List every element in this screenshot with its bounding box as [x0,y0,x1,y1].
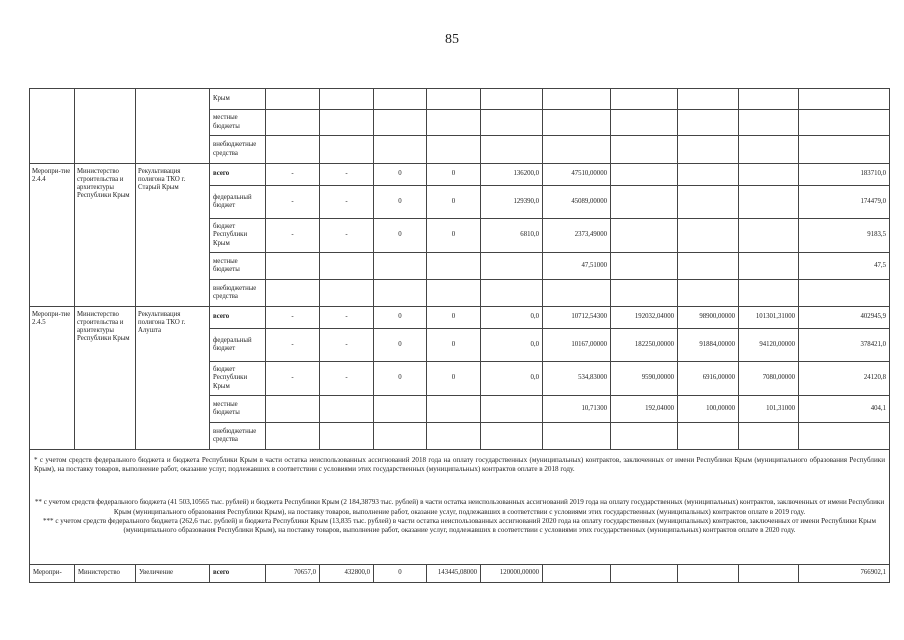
amount-cell [611,219,678,253]
amount-cell: 0,0 [481,329,543,362]
amount-cell [427,89,481,110]
amount-cell [678,565,739,583]
amount-cell: 120000,00000 [481,565,543,583]
amount-cell: - [266,307,320,329]
amount-cell [374,136,427,164]
amount-cell [611,280,678,307]
amount-cell [678,136,739,164]
amount-cell [739,89,799,110]
amount-cell [320,89,374,110]
amount-cell [739,186,799,219]
amount-cell: 0,0 [481,307,543,329]
amount-cell [543,423,611,450]
object-name: Увеличение [136,565,210,583]
funding-source-label: всего [210,307,266,329]
amount-cell: - [320,362,374,396]
amount-cell [481,280,543,307]
executor-name: Министерство строительства и архитектуры Республики Крым [75,164,136,307]
amount-cell: - [266,186,320,219]
amount-cell [320,110,374,136]
amount-cell [739,164,799,186]
spacer [34,482,885,492]
amount-cell [611,110,678,136]
amount-cell: 192,04000 [611,396,678,423]
object-name: Рекультивация полигона ТКО г. Старый Крым [136,164,210,307]
amount-cell [427,136,481,164]
amount-cell: 10712,54300 [543,307,611,329]
amount-cell [481,89,543,110]
amount-cell: 0 [427,164,481,186]
amount-cell [320,396,374,423]
funding-source-label: местные бюджеты [210,110,266,136]
funding-source-label: местные бюджеты [210,396,266,423]
amount-cell [739,280,799,307]
object-cell [136,89,210,164]
amount-cell: 10,71300 [543,396,611,423]
amount-cell [611,423,678,450]
amount-cell: - [266,219,320,253]
executor-cell [75,89,136,164]
funding-source-label: всего [210,164,266,186]
amount-cell: - [320,329,374,362]
amount-cell: 378421,0 [799,329,890,362]
amount-cell: - [266,362,320,396]
amount-cell [266,253,320,280]
amount-cell: 402945,9 [799,307,890,329]
amount-cell: 129390,0 [481,186,543,219]
amount-cell: 182250,00000 [611,329,678,362]
amount-cell: 136200,0 [481,164,543,186]
amount-cell: 432800,0 [320,565,374,583]
executor-name: Министерство строительства и архитектуры Республики Крым [75,307,136,450]
amount-cell [739,565,799,583]
amount-cell [543,280,611,307]
footnote-two: ** с учетом средств федерального бюджета (41 503,10565 тыс. рублей) и бюджета Республики Крым (2 184,38793 тыс. рублей) в части остатка неиспользованных ассигнований 2019 года на оплату государственных (муниципальных) контрактов, заключенных от имени Республики Крым (муниципального образования Республики Крым), на поставку товаров, выполнение работ, оказание услуг, подлежавших в соответствии с условиями этих государственных (муниципальных) контрактов оплате в 2019 году. [34,498,885,516]
amount-cell [678,423,739,450]
amount-cell: 0 [374,164,427,186]
footnotes-row [30,450,890,565]
amount-cell: 100,00000 [678,396,739,423]
amount-cell: 9590,00000 [611,362,678,396]
amount-cell: 183710,0 [799,164,890,186]
object-name: Рекультивация полигона ТКО г. Алушта [136,307,210,450]
amount-cell: 47,5 [799,253,890,280]
amount-cell: 0 [427,219,481,253]
amount-cell: 0 [374,307,427,329]
amount-cell [739,423,799,450]
amount-cell [320,280,374,307]
funding-source-label: местные бюджеты [210,253,266,280]
amount-cell [611,565,678,583]
funding-source-label: бюджет Республики Крым [210,362,266,396]
amount-cell [427,110,481,136]
amount-cell: 0 [427,186,481,219]
amount-cell: - [320,219,374,253]
amount-cell [543,565,611,583]
amount-cell [266,136,320,164]
footnotes [30,450,890,565]
amount-cell: 70657,0 [266,565,320,583]
funding-source-label: Крым [210,89,266,110]
amount-cell [374,110,427,136]
amount-cell: 7080,00000 [739,362,799,396]
amount-cell [799,136,890,164]
amount-cell [678,186,739,219]
amount-cell [611,186,678,219]
amount-cell [678,164,739,186]
amount-cell: 0 [374,186,427,219]
funding-source-label: внебюджетные средства [210,280,266,307]
amount-cell: 10167,00000 [543,329,611,362]
amount-cell [374,396,427,423]
amount-cell [678,280,739,307]
amount-cell [481,136,543,164]
amount-cell: - [320,186,374,219]
amount-cell: 2373,49000 [543,219,611,253]
amount-cell: - [320,164,374,186]
amount-cell: 91884,00000 [678,329,739,362]
executor-name: Министерство [75,565,136,583]
amount-cell: 101301,31000 [739,307,799,329]
amount-cell [739,110,799,136]
amount-cell [320,423,374,450]
amount-cell [799,89,890,110]
amount-cell: 0 [374,565,427,583]
funding-source-label: бюджет Республики Крым [210,219,266,253]
amount-cell [799,110,890,136]
measure-cell [30,89,75,164]
amount-cell: 0 [374,329,427,362]
amount-cell [374,280,427,307]
amount-cell [374,423,427,450]
amount-cell [611,89,678,110]
amount-cell [678,253,739,280]
footnote-three: *** с учетом средств федерального бюджета (262,6 тыс. рублей) и бюджета Республики Крым (13,835 тыс. рублей) в части остатка неиспользованных ассигнований 2020 года на оплату государственных (муниципальных) контрактов, заключенных от имени Республики Крым (муниципального образования Республики Крым), на поставку товаров, выполнение работ, оказание услуг, подлежавших в соответствии с условиями этих государственных (муниципальных) контрактов оплате в 2020 году. [42,517,877,535]
amount-cell: 192032,04000 [611,307,678,329]
measure-id: Меропри-тие 2.4.4 [30,164,75,307]
amount-cell [611,136,678,164]
amount-cell [481,423,543,450]
amount-cell [481,396,543,423]
funding-source-label: всего [210,565,266,583]
amount-cell: 47,51000 [543,253,611,280]
amount-cell: 9183,5 [799,219,890,253]
amount-cell [799,280,890,307]
amount-cell [427,253,481,280]
amount-cell [427,396,481,423]
amount-cell [266,396,320,423]
funding-source-label: федеральный бюджет [210,329,266,362]
amount-cell [481,253,543,280]
amount-cell [481,110,543,136]
amount-cell: 534,83000 [543,362,611,396]
amount-cell [611,164,678,186]
amount-cell [543,89,611,110]
funding-source-label: внебюджетные средства [210,136,266,164]
funding-source-label: федеральный бюджет [210,186,266,219]
amount-cell: 0 [374,362,427,396]
amount-cell [374,89,427,110]
amount-cell [799,423,890,450]
amount-cell: 24120,8 [799,362,890,396]
amount-cell: 0 [427,307,481,329]
measure-row-truncated [30,565,890,583]
amount-cell [374,253,427,280]
amount-cell: 174479,0 [799,186,890,219]
budget-table [29,88,890,583]
amount-cell [678,110,739,136]
continuation-row [30,89,890,110]
amount-cell [320,136,374,164]
measure-id: Меропри-тие 2.4.5 [30,307,75,450]
amount-cell [543,110,611,136]
amount-cell [678,219,739,253]
amount-cell: 98900,00000 [678,307,739,329]
amount-cell: - [266,329,320,362]
amount-cell: 47510,00000 [543,164,611,186]
amount-cell: 6810,0 [481,219,543,253]
amount-cell [611,253,678,280]
amount-cell: - [266,164,320,186]
amount-cell: 45089,00000 [543,186,611,219]
amount-cell: - [320,307,374,329]
amount-cell [739,253,799,280]
amount-cell: 0 [427,362,481,396]
amount-cell: 0 [427,329,481,362]
amount-cell [266,423,320,450]
footnote-one: * с учетом средств федерального бюджета и бюджета Республики Крым в части остатка неиспользованных ассигнований 2018 года на оплату государственных (муниципальных) контрактов, заключенных от имени Республики Крым (муниципального образования Республики Крым), на поставку товаров, выполнение работ, оказание услуг, подлежавших в соответствии с условиями этих государственных (муниципальных) контрактов оплате в 2018 году. [34,456,885,474]
amount-cell [320,253,374,280]
table-row [30,307,890,329]
amount-cell [266,280,320,307]
amount-cell [678,89,739,110]
amount-cell [543,136,611,164]
amount-cell: 143445,08000 [427,565,481,583]
amount-cell [739,219,799,253]
page-number: 85 [445,32,459,47]
amount-cell: 6916,00000 [678,362,739,396]
table-row [30,164,890,186]
amount-cell: 0,0 [481,362,543,396]
amount-cell: 766902,1 [799,565,890,583]
measure-id: Меропри- [30,565,75,583]
amount-cell [427,280,481,307]
amount-cell: 404,1 [799,396,890,423]
amount-cell: 101,31000 [739,396,799,423]
amount-cell [266,110,320,136]
funding-source-label: внебюджетные средства [210,423,266,450]
amount-cell [266,89,320,110]
amount-cell [739,136,799,164]
amount-cell: 94120,00000 [739,329,799,362]
amount-cell [427,423,481,450]
amount-cell: 0 [374,219,427,253]
